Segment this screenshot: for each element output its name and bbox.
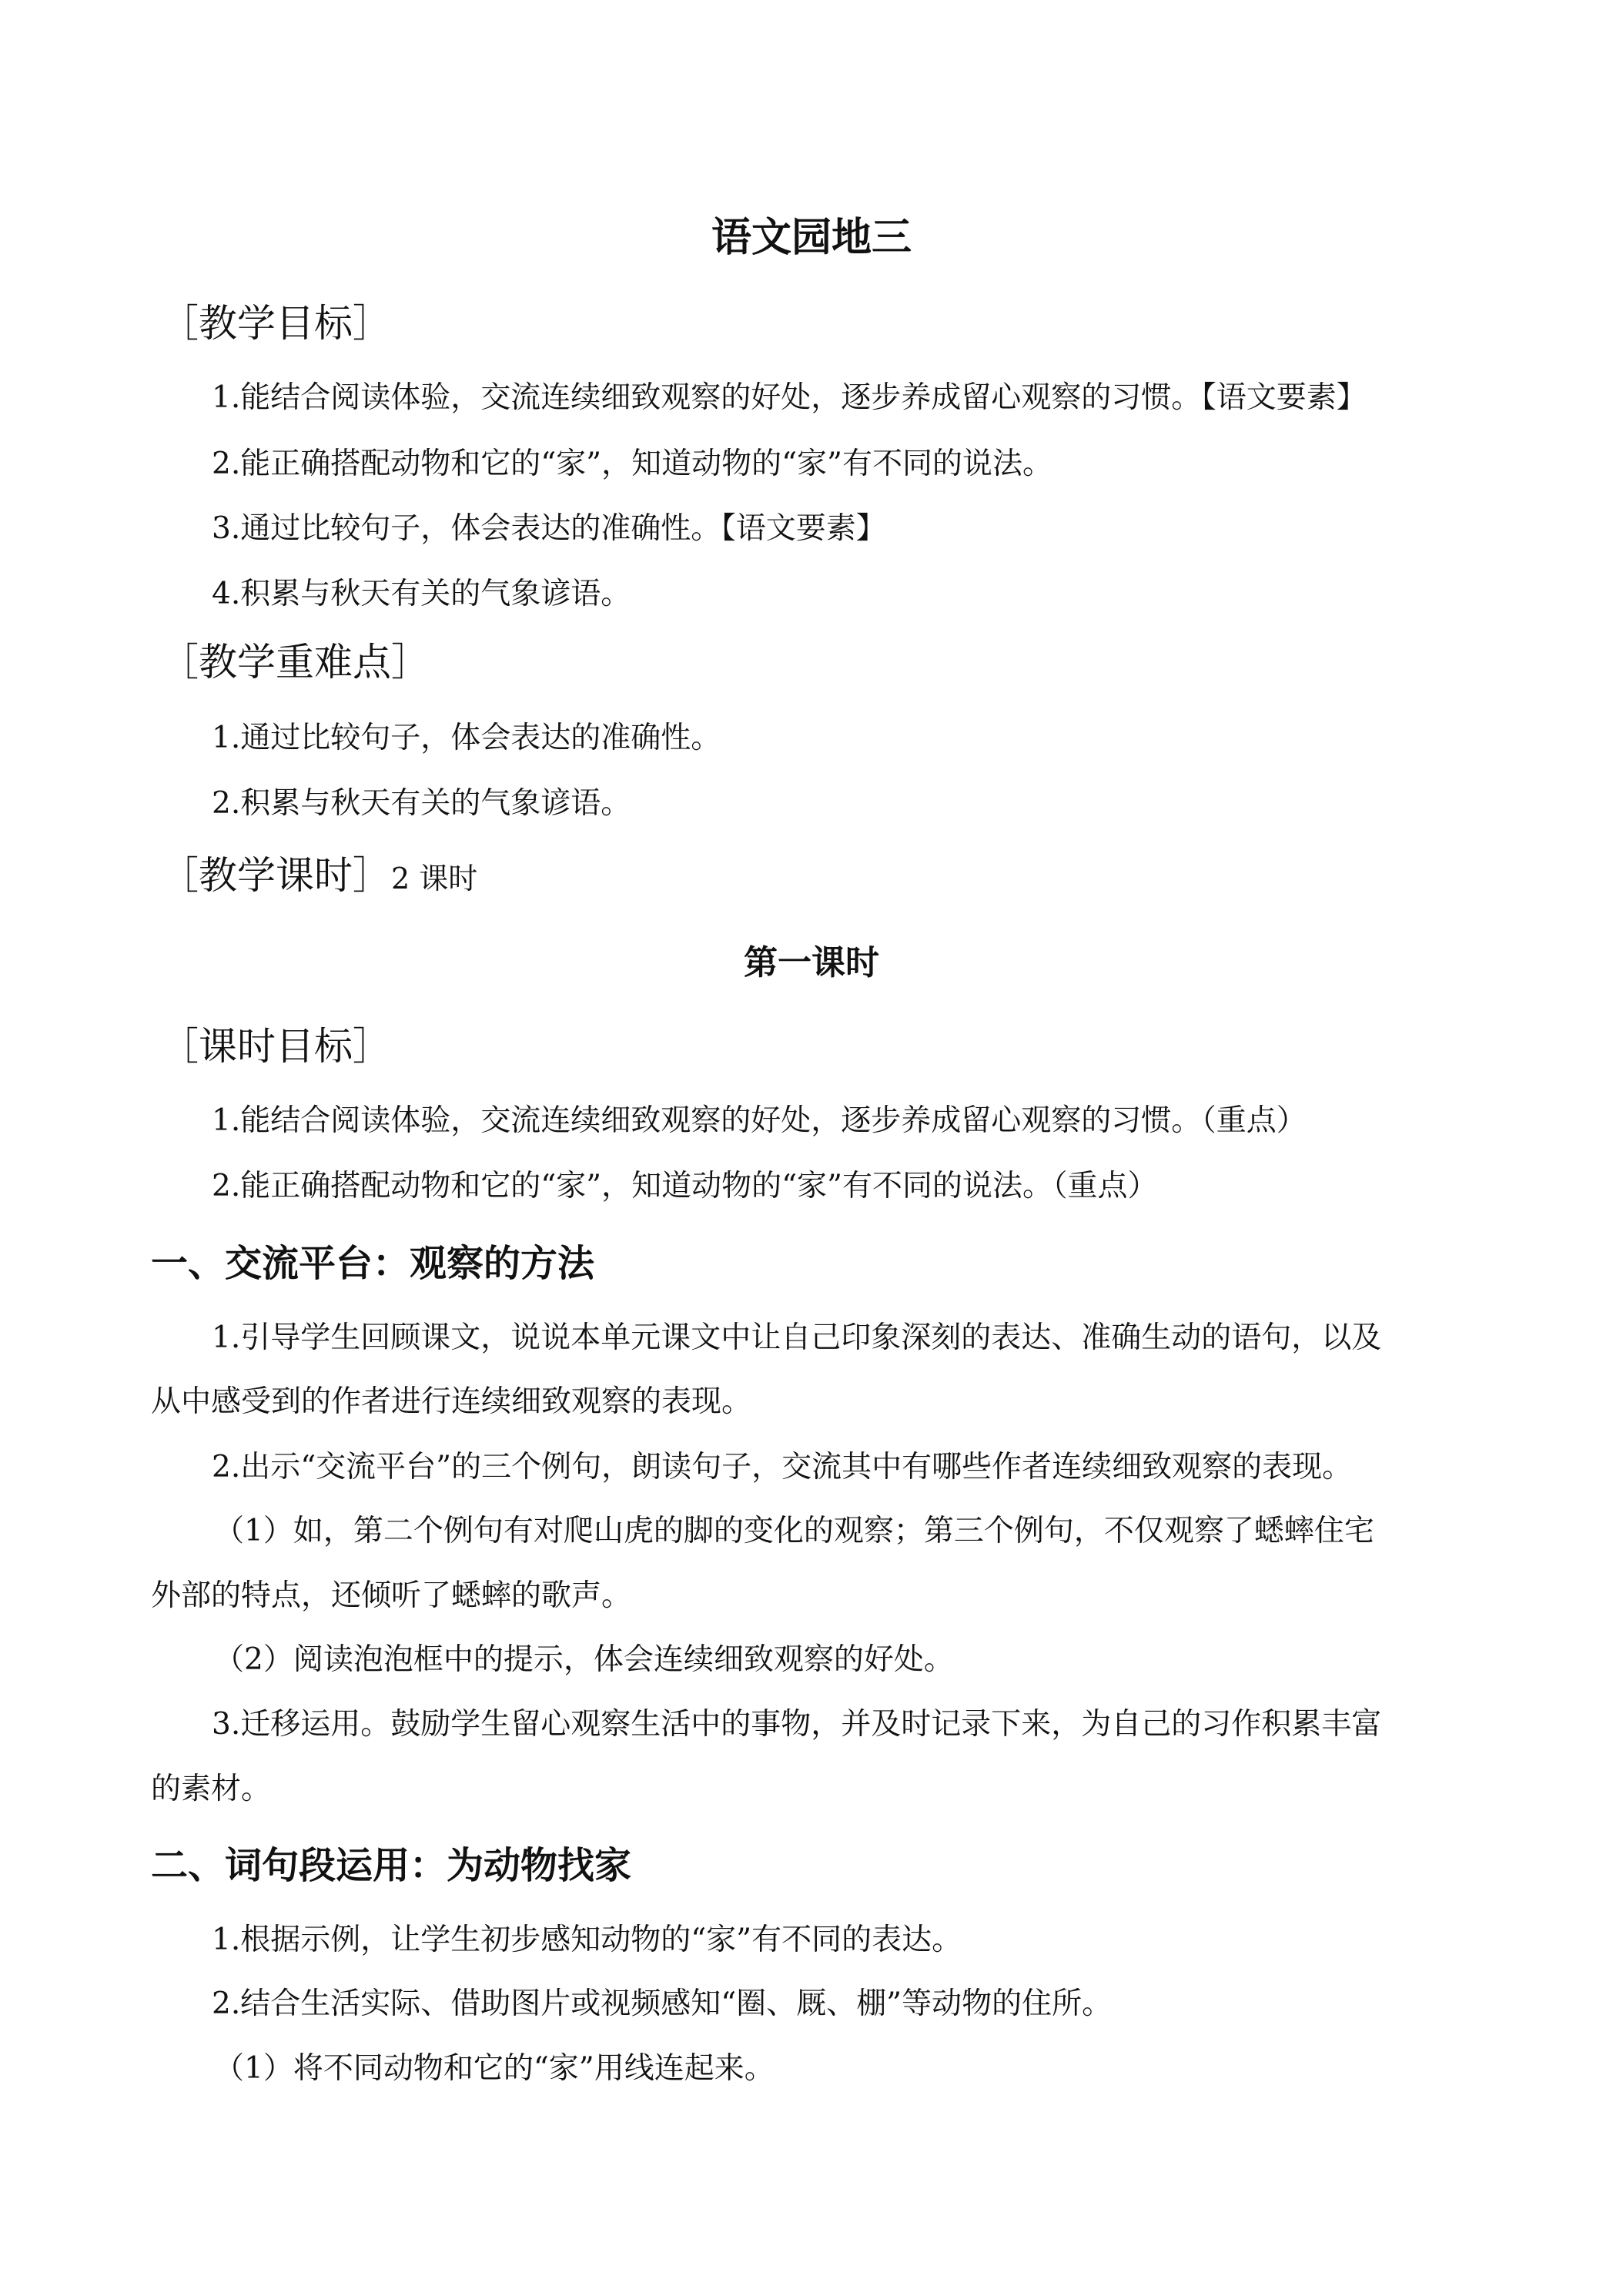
paragraph-line: 的素材。 [151, 1772, 272, 1806]
paragraph-line: （1）如，第二个例句有对爬山虎的脚的变化的观察；第三个例句，不仅观察了蟋蟀住宅 [214, 1514, 1374, 1548]
paragraph-line: （2）阅读泡泡框中的提示，体会连续细致观察的好处。 [214, 1642, 954, 1677]
class-hours-value: 2 课时 [391, 862, 478, 895]
key-points-heading: ［教学重难点］ [160, 640, 430, 684]
class-hours-heading: ［教学课时］ [160, 853, 391, 898]
paragraph-line: 1.引导学生回顾课文，说说本单元课文中让自己印象深刻的表达、准确生动的语句，以及 [212, 1320, 1382, 1355]
paragraph-line: 2.出示“交流平台”的三个例句，朗读句子，交流其中有哪些作者连续细致观察的表现。 [212, 1450, 1353, 1484]
teaching-goal-item: 3.通过比较句子，体会表达的准确性。【语文要素】 [212, 511, 886, 546]
teaching-goals-heading: ［教学目标］ [160, 301, 391, 346]
lesson-goal-item: 2.能正确搭配动物和它的“家”，知道动物的“家”有不同的说法。（重点） [212, 1169, 1158, 1203]
paragraph-line: 3.迁移运用。鼓励学生留心观察生活中的事物，并及时记录下来，为自己的习作积累丰富 [212, 1707, 1382, 1742]
teaching-goal-item: 4.积累与秋天有关的气象谚语。 [212, 577, 631, 611]
class-hours-line [160, 853, 478, 898]
paragraph-line: 1.根据示例，让学生初步感知动物的“家”有不同的表达。 [212, 1923, 962, 1957]
teaching-goal-item: 1.能结合阅读体验，交流连续细致观察的好处，逐步养成留心观察的习惯。【语文要素】 [212, 380, 1367, 415]
lesson-goals-heading: ［课时目标］ [160, 1024, 391, 1069]
paragraph-line: 2.结合生活实际、借助图片或视频感知“圈、厩、棚”等动物的住所。 [212, 1986, 1113, 2021]
paragraph-line: 从中感受到的作者进行连续细致观察的表现。 [151, 1384, 752, 1419]
teaching-goal-item: 2.能正确搭配动物和它的“家”，知道动物的“家”有不同的说法。 [212, 447, 1052, 481]
document-title: 语文园地三 [711, 215, 912, 261]
key-point-item: 2.积累与秋天有关的气象谚语。 [212, 786, 631, 821]
paragraph-line: （1）将不同动物和它的“家”用线连起来。 [214, 2051, 775, 2086]
section-heading: 二、词句段运用：为动物找家 [151, 1844, 632, 1887]
lesson-goal-item: 1.能结合阅读体验，交流连续细致观察的好处，逐步养成留心观察的习惯。（重点） [212, 1103, 1307, 1138]
section-heading: 一、交流平台：观察的方法 [151, 1242, 595, 1285]
paragraph-line: 外部的特点，还倾听了蟋蟀的歌声。 [151, 1578, 632, 1613]
key-point-item: 1.通过比较句子，体会表达的准确性。 [212, 721, 721, 755]
lesson-title: 第一课时 [744, 943, 879, 982]
